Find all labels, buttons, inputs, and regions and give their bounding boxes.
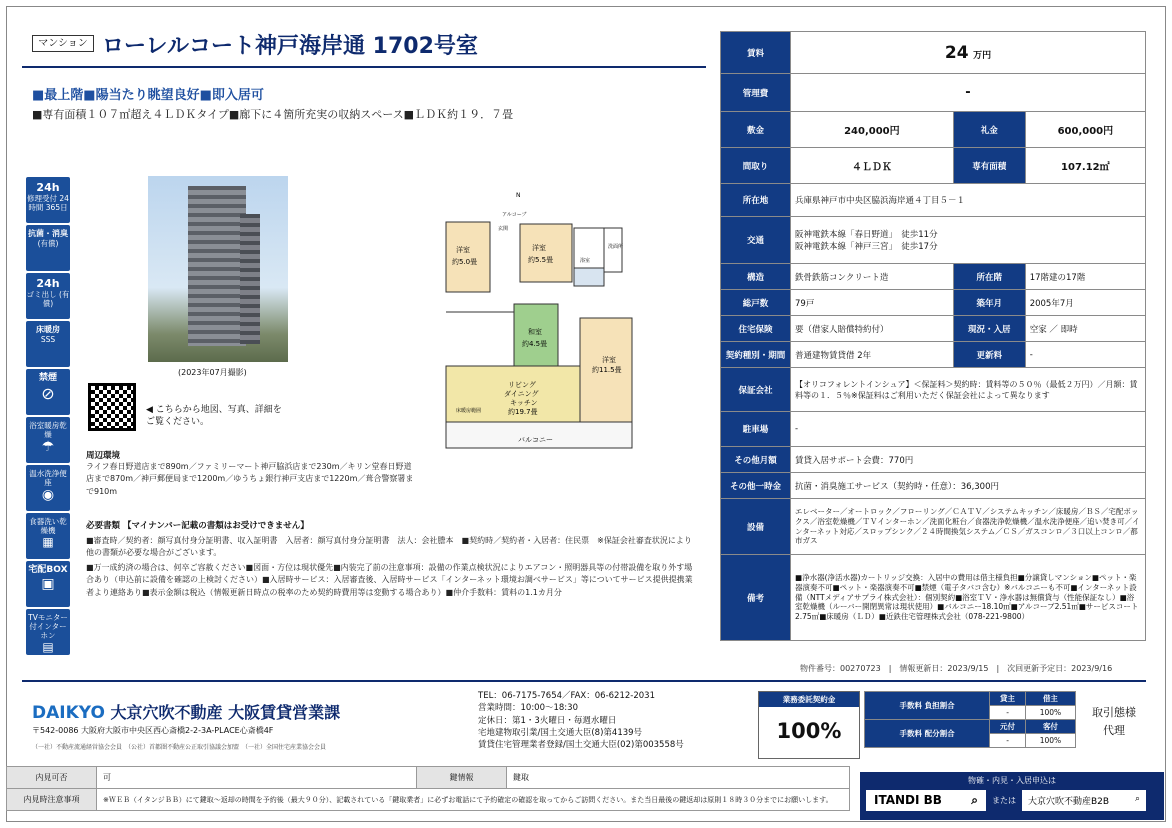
mgmt-value: - xyxy=(791,74,1146,112)
deposit-label: 敷金 xyxy=(721,112,791,148)
feature-icons xyxy=(26,177,70,657)
room-western-3: 洋室 xyxy=(602,356,616,364)
room-western-2: 洋室 xyxy=(532,244,546,252)
svg-text:約11.5畳: 約11.5畳 xyxy=(592,366,622,374)
floor-label: 所在階 xyxy=(953,264,1025,290)
documents-section xyxy=(86,519,698,599)
svg-text:約4.5畳: 約4.5畳 xyxy=(522,340,548,348)
subheadline: ■専有面積１０７㎡超え４ＬＤＫタイプ■廊下に４箇所充実の収納スペース■ＬＤＫ約１９．７畳 xyxy=(32,108,514,121)
trash-24h-icon: 24h ゴミ出し (有償) xyxy=(26,273,70,319)
floor-heating-icon: 床暖房 SSS xyxy=(26,321,70,367)
key-money-value: 600,000円 xyxy=(1025,112,1145,148)
washlet-icon: 温水洗浄便座 ◉ xyxy=(26,465,70,511)
status-value: 空家 ／ 即時 xyxy=(1025,316,1145,342)
type-badge: マンション xyxy=(32,35,94,52)
search-icon: ⌕ xyxy=(971,793,978,807)
documents-notes: ■万一成約済の場合は、何卒ご容赦ください■図面・方位は現状優先■内装完了前の注意事項：設備の作業点検状況によりエアコン・照明器具等の付帯設備を取り外す場合あり（申込前に設備を確認の上検討ください）■入居時サービス：入居審査後、入居時サービス「インターネット環境お調べサービス」等についてサービス提供提携業者より連絡あり■表示金額は税込（情報更新日時点の税率のため契約時費用等は変動する場合あり）■仲介手数料：賃料の1.1カ月分 xyxy=(86,562,693,597)
area-label: 専有面積 xyxy=(953,148,1025,184)
svg-text:N: N xyxy=(516,192,521,199)
commission-box: 業務委託契約金 100% xyxy=(758,691,860,759)
remarks-label: 備考 xyxy=(721,555,791,641)
structure-label: 構造 xyxy=(721,264,791,290)
footer-divider xyxy=(22,680,1146,682)
svg-text:玄関: 玄関 xyxy=(498,226,509,232)
address-label: 所在地 xyxy=(721,184,791,217)
address-value: 兵庫県神戸市中央区脇浜海岸通４丁目５－１ xyxy=(791,184,1146,217)
nearby-title: 周辺環境 xyxy=(86,451,121,461)
onetime-value: 抗菌・消臭施工サービス（契約時・任意）：36,300円 xyxy=(791,473,1146,499)
access-label: 交通 xyxy=(721,217,791,264)
meta-line: 物件番号：00270723 | 情報更新日：2023/9/15 | 次回更新予定日：2023/9/16 xyxy=(800,664,1113,673)
svg-text:約5.5畳: 約5.5畳 xyxy=(528,256,554,264)
units-value: 79戸 xyxy=(791,290,954,316)
search-icon: ⌕ xyxy=(1134,794,1140,804)
built-value: 2005年7月 xyxy=(1025,290,1145,316)
svg-text:キッチン: キッチン xyxy=(510,399,538,407)
itandi-search[interactable]: ITANDI BB ⌕ xyxy=(866,790,986,811)
antibacterial-icon: 抗菌・消臭 (有償) xyxy=(26,225,70,271)
svg-text:ダイニング: ダイニング xyxy=(504,390,539,398)
transaction-type: 取引態様 代理 xyxy=(1092,706,1136,737)
mgmt-label: 管理費 xyxy=(721,74,791,112)
qr-caption: ◀ こちらから地図、写真、詳細を ご覧ください。 xyxy=(146,405,282,428)
building-title: ローレルコート神戸海岸通 1702号室 xyxy=(102,34,478,59)
rent-value: 24 万円 xyxy=(791,32,1146,74)
photo-caption: (2023年07月撮影) xyxy=(178,368,247,377)
svg-text:約5.0畳: 約5.0畳 xyxy=(452,258,478,266)
renewal-value: - xyxy=(1025,342,1145,368)
equipment-label: 設備 xyxy=(721,499,791,555)
company-contact: TEL：06-7175-7654／FAX：06-6212-2031 営業時間：10:00～18:30 定休日：第1・3火曜日・毎週水曜日 宅地建物取引業/国土交通大臣(8)第4139号 賃貸住宅管理業者登録/国土交通大臣(02)第003558号 xyxy=(478,691,684,751)
svg-text:洗面所: 洗面所 xyxy=(608,244,624,250)
floor-plan xyxy=(432,192,636,460)
headline: ■最上階■陽当たり眺望良好■即入居可 xyxy=(32,88,264,103)
onetime-label: その他一時金 xyxy=(721,473,791,499)
delivery-box-icon: 宅配BOX ▣ xyxy=(26,561,70,607)
qr-code[interactable] xyxy=(88,383,136,431)
company-name: DAIKYO 大京穴吹不動産 大阪賃貸営業課 xyxy=(32,703,341,723)
building-photo xyxy=(148,176,288,362)
svg-text:アルコーブ: アルコーブ xyxy=(502,212,527,218)
dishwasher-icon: 食器洗い乾燥機 ▦ xyxy=(26,513,70,559)
b2b-search[interactable]: 大京穴吹不動産B2B ⌕ xyxy=(1022,790,1146,811)
built-label: 築年月 xyxy=(953,290,1025,316)
insurance-value: 要（借家人賠償特約付） xyxy=(791,316,954,342)
monthly-value: 賃貸入居サポート会費：770円 xyxy=(791,447,1146,473)
property-details-table xyxy=(720,31,1146,641)
nearby-text: ライフ春日野道店まで890m／ファミリーマート神戸脇浜店まで230m／キリン堂春日野道店まで870m／神戸郵便局まで1200m／ゆうちょ銀行神戸支店まで1220m／葺合警察署まで910m xyxy=(86,462,414,496)
parking-label: 駐車場 xyxy=(721,412,791,447)
insurance-label: 住宅保険 xyxy=(721,316,791,342)
tv-intercom-icon: TVモニター付インターホン ▤ xyxy=(26,609,70,655)
company-associations: （一社）不動産流通経営協会会員 （公社）首都圏不動産公正取引協議会加盟 （一社）全国住宅産業協会会員 xyxy=(32,744,327,751)
contract-value: 普通建物賃貸借 2年 xyxy=(791,342,954,368)
itandi-box[interactable]: 物確・内見・入居申込は ITANDI BB ⌕ または 大京穴吹不動産B2B ⌕ xyxy=(860,772,1164,820)
documents-title: 必要書類 【マイナンバー記載の書類はお受けできません】 xyxy=(86,521,309,531)
key-money-label: 礼金 xyxy=(953,112,1025,148)
company-address: 〒542-0086 大阪府大阪市中央区西心斎橋2-2-3A-PLACE心斎橋4F xyxy=(32,726,274,735)
nearby-section xyxy=(86,449,416,498)
remarks-value: ■浄水器(浄活水器)カートリッジ交換：入居中の費用は借主様負担■分譲貸しマンション■ペット・楽器演奏不可■ペット・楽器演奏不可■禁煙（電子タバコ含む）※バルコニーも不可■インターネット設備（NTTメディアサプライ株式会社）：個別契約■浴室ＴＶ・浄水器は無償貸与（性能保証なし）■浴室乾燥機（ルーバー開閉異常は現状使用）■バルコニー18.10㎡■アルコーブ2.51㎡■サービスコート2.75㎡■床暖房（ＬＤ）■近鉄住宅管理株式会社（078-221-9800） xyxy=(791,555,1146,641)
renewal-label: 更新料 xyxy=(953,342,1025,368)
rent-label: 賃料 xyxy=(721,32,791,74)
units-label: 総戸数 xyxy=(721,290,791,316)
floor-value: 17階建の17階 xyxy=(1025,264,1145,290)
svg-text:浴室: 浴室 xyxy=(580,258,591,264)
deposit-value: 240,000円 xyxy=(791,112,954,148)
structure-value: 鉄骨鉄筋コンクリート造 xyxy=(791,264,954,290)
layout-value: ４ＬＤＫ xyxy=(791,148,954,184)
balcony-label: バルコニー xyxy=(518,436,553,444)
equipment-value: エレベーター／オートロック／フローリング／ＣＡＴＶ／システムキッチン／床暖房／ＢＳ／宅配ボックス／浴室乾燥機／ＴＶインターホン／洗面化粧台／食器洗浄乾燥機／温水洗浄便座／追い焚き可／インターネット対応／スロップシンク／２４時間換気システム／ＣＳ／ガスコンロ／３口以上コンロ／都市ガス xyxy=(791,499,1146,555)
guarantee-label: 保証会社 xyxy=(721,368,791,412)
fee-table: 手数料 負担割合 貸主 借主 - 100% 手数料 配分割合 元付 客付 - 100% xyxy=(864,691,1076,748)
monthly-label: その他月額 xyxy=(721,447,791,473)
access-value: 阪神電鉄本線「春日野道」 徒歩11分 阪神電鉄本線「神戸三宮」 徒歩17分 xyxy=(791,217,1146,264)
svg-text:約19.7畳: 約19.7畳 xyxy=(508,408,538,416)
24h-icon: 24h 修理受付 24時間 365日 xyxy=(26,177,70,223)
title-underline xyxy=(22,66,706,68)
svg-text:床暖房範囲: 床暖房範囲 xyxy=(456,408,482,414)
no-smoking-icon: 禁煙 ⊘ xyxy=(26,369,70,415)
room-western-1: 洋室 xyxy=(456,246,470,254)
viewing-info-strip: 内見可否 可 鍵情報 鍵取 内見時注意事項 ※ＷＥＢ（イタンジＢＢ）にて鍵取～返却の時間を予約後（最大９０分）、記載されている「鍵取業者」に必ずお電話にて予約確定の確認を取ってからご訪問ください。また当日最後の鍵返却は原則１８時３０分までにお願いします。 xyxy=(6,766,850,811)
layout-label: 間取り xyxy=(721,148,791,184)
status-label: 現況・入居 xyxy=(953,316,1025,342)
parking-value: - xyxy=(791,412,1146,447)
room-ldk: リビング xyxy=(508,381,536,389)
room-japanese: 和室 xyxy=(528,328,542,336)
documents-text: ■審査時／契約者：顔写真付身分証明書、収入証明書 入居者：顔写真付身分証明書 法人：会社謄本 ■契約時／契約者・入居者：住民票 ※保証会社審査状況により他の書類が必要な場合がございます。 xyxy=(86,536,692,558)
area-value: 107.12㎡ xyxy=(1025,148,1145,184)
dryer-icon: 浴室暖房乾燥 ☂ xyxy=(26,417,70,463)
guarantee-value: 【オリコフォレントインシュア】＜保証料＞契約時：賃料等の５０％（最低２万円）／月額：賃料等の１．５％※保証料はご利用いただく保証会社によって異なります xyxy=(791,368,1146,412)
contract-label: 契約種別・期間 xyxy=(721,342,791,368)
